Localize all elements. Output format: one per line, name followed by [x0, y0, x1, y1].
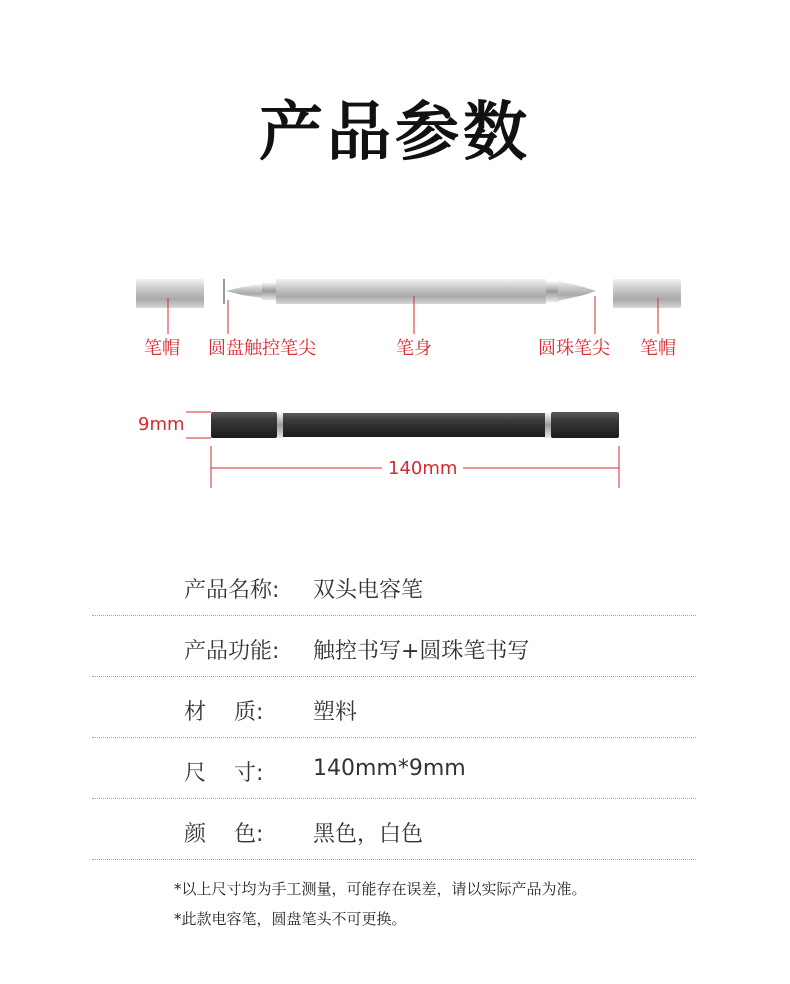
length-label: 140mm: [382, 458, 463, 479]
spec-key: 产品功能:: [184, 639, 280, 664]
spec-row: [92, 799, 696, 860]
spec-value: 黑色，白色: [313, 822, 424, 847]
left-cap: [136, 279, 204, 308]
part-label-disc-tip: 圆盘触控笔尖: [208, 338, 316, 359]
part-label-ball-tip: 圆珠笔尖: [538, 338, 610, 359]
spec-key: 颜 色:: [184, 822, 264, 847]
part-label-body: 笔身: [396, 338, 432, 359]
spec-value: 触控书写+圆珠笔书写: [313, 639, 530, 664]
spec-value: 塑料: [313, 700, 358, 725]
part-label-cap-left: 笔帽: [144, 338, 180, 359]
right-cap: [613, 279, 681, 308]
spec-key: 尺 寸:: [184, 761, 264, 786]
page-title: 产品参数: [259, 96, 531, 170]
spec-key: 材 质:: [184, 700, 264, 725]
note-measurement: *以上尺寸均为手工测量，可能存在误差，请以实际产品为准。: [174, 880, 587, 898]
spec-key: 产品名称:: [184, 578, 280, 603]
black-pen: [211, 412, 619, 438]
spec-row: [92, 677, 696, 738]
spec-row: [92, 616, 696, 677]
disc-tip: [224, 279, 276, 304]
note-disc-tip: *此款电容笔，圆盘笔头不可更换。: [174, 910, 407, 928]
diameter-label: 9mm: [138, 414, 185, 435]
spec-row: [92, 555, 696, 616]
spec-row: [92, 738, 696, 799]
silver-pen-body: [276, 279, 546, 304]
spec-value: 双头电容笔: [313, 578, 424, 603]
part-label-cap-right: 笔帽: [640, 338, 676, 359]
spec-value: 140mm*9mm: [313, 756, 466, 781]
spec-table: [92, 555, 696, 860]
